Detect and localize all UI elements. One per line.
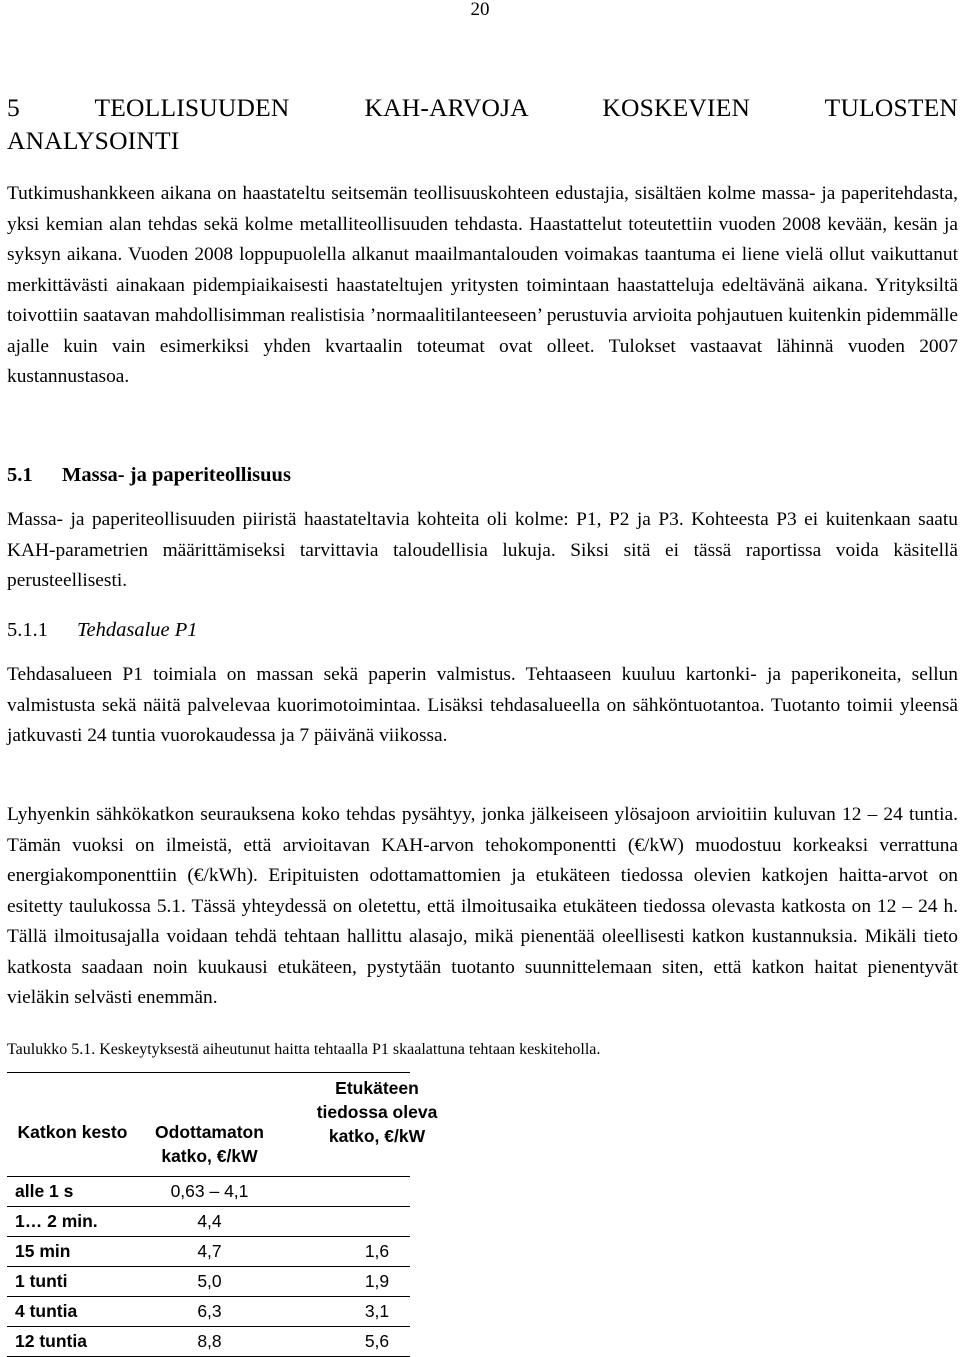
header-unexpected: Odottamaton katko, €/kW bbox=[155, 1122, 264, 1166]
cell-unexpected: 5,0 bbox=[197, 1271, 222, 1291]
cell-unexpected: 8,8 bbox=[197, 1331, 222, 1351]
cell-planned: 1,9 bbox=[364, 1271, 390, 1291]
chapter-title-line1: 5 TEOLLISUUDEN KAH-ARVOJA KOSKEVIEN TULOSTEN bbox=[7, 93, 958, 122]
cell-duration: 4 tuntia bbox=[15, 1301, 78, 1321]
cell-duration: 12 tuntia bbox=[15, 1331, 87, 1351]
chapter-title-line2: ANALYSOINTI bbox=[7, 126, 180, 155]
table-row bbox=[7, 1236, 410, 1267]
table-header bbox=[7, 1072, 438, 1177]
section-title: Massa- ja paperiteollisuus bbox=[62, 464, 291, 486]
table-row bbox=[7, 1176, 410, 1207]
header-duration: Katkon kesto bbox=[17, 1122, 128, 1142]
section-heading-5-1 bbox=[7, 460, 907, 490]
cell-duration: 1 tunti bbox=[15, 1271, 68, 1291]
page-number: 20 bbox=[470, 0, 490, 20]
cell-planned: 5,6 bbox=[364, 1331, 390, 1351]
table-caption: Taulukko 5.1. Keskeytyksestä aiheutunut haitta tehtaalla P1 skaalattuna tehtaan keskiteholla. bbox=[7, 1041, 601, 1058]
subsection-number: 5.1.1 bbox=[7, 619, 48, 641]
cell-unexpected: 4,7 bbox=[197, 1241, 222, 1261]
cell-duration: 15 min bbox=[15, 1241, 71, 1261]
cell-duration: alle 1 s bbox=[15, 1181, 74, 1201]
subsection-paragraph-2: Lyhyenkin sähkökatkon seurauksena koko tehdas pysähtyy, jonka jälkeiseen ylösajoon arvioitiin kuluvan 12 – 24 tuntia. Tämän vuoksi on ilmeistä, että arvioitavan KAH-arvon tehokomponentti (€/kW) muodostuu korkeaksi verrattuna energiakomponenttiin (€/kWh). Eripituisten odottamattomien ja etukäteen tiedossa olevien katkojen haitta-arvot on esitetty taulukossa 5.1. Tässä yhteydessä on oletettu, että ilmoitusaika etukäteen tiedossa olevasta katkosta on 12 – 24 h. Tällä ilmoitusajalla voidaan tehdä tehtaan hallittu alasajo, mikä pienentää oleellisesti katkon kustannuksia. Mikäli tieto katkosta saadaan noin kuukausi etukäteen, pystytään tuotanto suunnittelemaan siten, että katkon haitat pienentyvät vieläkin selvästi enemmän. bbox=[7, 804, 958, 1008]
subsection-title: Tehdasalue P1 bbox=[77, 619, 198, 641]
cell-unexpected: 0,63 – 4,1 bbox=[170, 1181, 249, 1201]
table-row bbox=[7, 1266, 410, 1297]
header-planned: Etukäteen tiedossa oleva katko, €/kW bbox=[316, 1078, 438, 1146]
cell-unexpected: 6,3 bbox=[197, 1301, 222, 1321]
section-5-1-paragraph: Massa- ja paperiteollisuuden piiristä haastateltavia kohteita oli kolme: P1, P2 ja P3. Kohteesta P3 ei kuitenkaan saatu KAH-parametrien määrittämiseksi tarvittavia taloudellisia lukuja. Siksi sitä ei tässä raportissa voida käsitellä perusteellisesti. bbox=[7, 509, 958, 591]
section-number: 5.1 bbox=[7, 464, 33, 486]
table-row bbox=[7, 1296, 410, 1327]
chapter-title bbox=[7, 91, 958, 157]
intro-paragraph: Tutkimushankkeen aikana on haastateltu seitsemän teollisuuskohteen edustajia, sisältäen kolme massa- ja paperitehdasta, yksi kemian alan tehdas sekä kolme metalliteollisuuden tehdasta. Haastattelut toteutettiin vuoden 2008 kevään, kesän ja syksyn aikana. Vuoden 2008 loppupuolella alkanut maailmantalouden voimakas taantuma ei liene vielä ollut vaikuttanut merkittävästi ainakaan pidempiaikaisesti haastateltujen yritysten toimintaan haastatteluja edeltävänä aikana. Yrityksiltä toivottiin saatavan mahdollisimman realistisia ’normaalitilanteeseen’ perustuvia arvioita pohjautuen kuitenkin pidemmälle ajalle kuin vain esimerkiksi yhden kvartaalin toteumat ovat olleet. Tulokset vastaavat lähinnä vuoden 2007 kustannustasoa. bbox=[7, 183, 958, 387]
cell-planned: 3,1 bbox=[364, 1301, 390, 1321]
subsection-paragraph-1: Tehdasalueen P1 toimiala on massan sekä paperin valmistus. Tehtaaseen kuuluu kartonki- ja paperikoneita, sellun valmistusta sekä näitä palvelevaa kuorimotoimintaa. Lisäksi tehdasalueella on sähköntuotantoa. Tuotanto toimii yleensä jatkuvasti 24 tuntia vuorokaudessa ja 7 päivänä viikossa. bbox=[7, 664, 958, 746]
cell-unexpected: 4,4 bbox=[197, 1211, 222, 1231]
table-row bbox=[7, 1206, 410, 1237]
cell-planned: 1,6 bbox=[364, 1241, 390, 1261]
table-row bbox=[7, 1326, 410, 1357]
subsection-heading-5-1-1 bbox=[7, 615, 907, 645]
cell-duration: 1… 2 min. bbox=[15, 1211, 98, 1231]
